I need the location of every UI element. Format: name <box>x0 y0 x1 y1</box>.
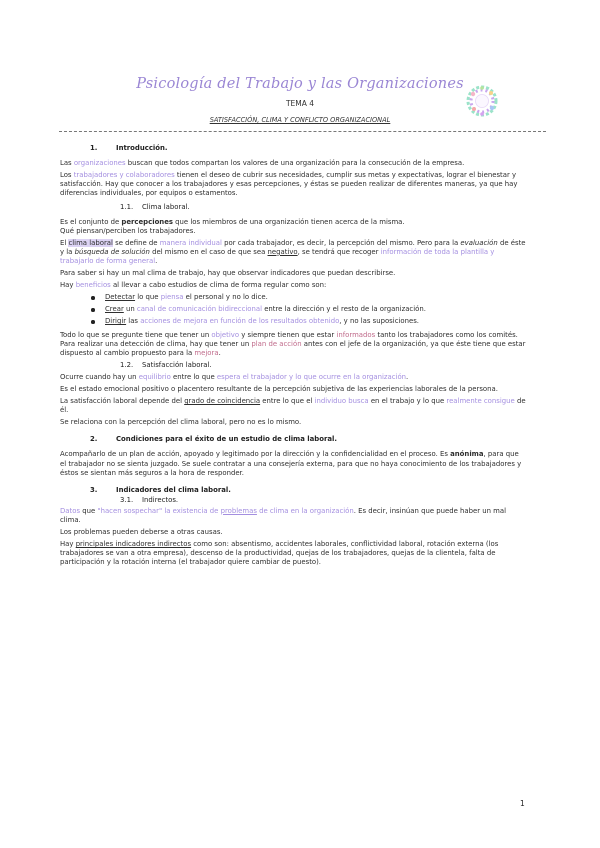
header-divider <box>59 131 546 132</box>
paragraph: Hay beneficios al llevar a cabo estudios de clima de forma regular como son: <box>60 281 327 290</box>
paragraph: Se relaciona con la percepción del clima laboral, pero no es lo mismo. <box>60 418 302 427</box>
document-body <box>60 140 526 570</box>
paragraph: Ocurre cuando hay un equilibrio entre lo que espera el trabajador y lo que ocurre en la organización. <box>60 372 409 381</box>
benefits-list <box>60 293 526 326</box>
paragraph: Acompañarlo de un plan de acción, apoyado y legitimado por la dirección y la confidencialidad en el proceso. Es anónima, para que el trabajador no se sienta juzgado. Se suele contratar a una consejería externa, para que no haya conocimiento de los trabajadores y éstos se sientan más seguros a la hora de responder. <box>60 450 522 477</box>
list-item: Detectar lo que piensa el personal y no lo dice. <box>60 293 526 302</box>
paragraph: El clima laboral se define de manera individual por cada trabajador, es decir, la percepción del mismo. Pero para la evaluación de éste y la búsqueda de solución del mismo en el caso de que sea negativo, se tendrá que recoger información de toda la plantilla y trabajarlo de forma general. <box>60 238 526 265</box>
paragraph: Es el conjunto de percepciones que los miembros de una organización tienen acerca de la misma. <box>60 217 405 226</box>
document-subtitle: SATISFACCIÓN, CLIMA Y CONFLICTO ORGANIZACIONAL <box>209 116 391 124</box>
section-1-1-heading: 1.1. Clima laboral. <box>120 203 190 212</box>
paragraph: Qué piensan/perciben los trabajadores. <box>60 226 196 235</box>
document-title: Psicología del Trabajo y las Organizaciones <box>136 76 464 92</box>
list-item: Crear un canal de comunicación bidireccional entre la dirección y el resto de la organización. <box>60 305 526 314</box>
section-1-2-heading: 1.2. Satisfacción laboral. <box>120 360 212 369</box>
section-2-heading: 2. Condiciones para el éxito de un estudio de clima laboral. <box>90 435 337 444</box>
paragraph: Todo lo que se pregunte tiene que tener un objetivo y siempre tienen que estar informados tanto los trabajadores como los comités. Para realizar una detección de clima, hay que tener un plan de acción antes con el jefe de la organización, ya que éste tiene que estar dispuesto al cambio propuesto para la mejora. <box>60 330 526 357</box>
paragraph: Es el estado emocional positivo o placentero resultante de la percepción subjetiva de las experiencias laborales de la persona. <box>60 384 498 393</box>
paragraph: Los trabajadores y colaboradores tienen el deseo de cubrir sus necesidades, cumplir sus metas y expectativas, lograr el bienestar y satisfacción. Hay que conocer a los trabajadores y esas percepciones, y éstas se pueden realizar de diferentes maneras, ya que hay diferencias individuales, por equipos o estamentos. <box>60 171 518 198</box>
section-3-1-heading: 3.1. Indirectos. <box>120 495 179 504</box>
section-1-heading: 1. Introducción. <box>90 144 168 152</box>
paragraph: Los problemas pueden deberse a otras causas. <box>60 528 223 537</box>
page-number: 1 <box>520 799 525 808</box>
floral-wreath-logo-icon <box>465 84 499 118</box>
paragraph: Hay principales indicadores indirectos como son: absentismo, accidentes laborales, conflictividad laboral, rotación externa (los trabajadores se van a otra empresa), descenso de la productividad, quejas de los trabajadores, quejas de la clientela, falta de participación y la rotación interna (el trabajador quiere cambiar de puesto). <box>60 540 499 567</box>
paragraph: La satisfacción laboral depende del grado de coincidencia entre lo que el individuo busca en el trabajo y lo que realmente consigue de él. <box>60 397 526 415</box>
tema-label: TEMA 4 <box>285 99 315 108</box>
paragraph: Datos que "hacen sospechar" la existencia de problemas de clima en la organización. Es decir, insinúan que puede haber un mal clima. <box>60 506 507 524</box>
list-item: Dirigir las acciones de mejora en función de los resultados obtenido, y no las suposiciones. <box>60 317 526 326</box>
paragraph: Las organizaciones buscan que todos compartan los valores de una organización para la consecución de la empresa. <box>60 159 465 168</box>
section-3-heading: 3. Indicadores del clima laboral. <box>90 485 231 494</box>
paragraph: Para saber si hay un mal clima de trabajo, hay que observar indicadores que puedan describirse. <box>60 269 396 278</box>
